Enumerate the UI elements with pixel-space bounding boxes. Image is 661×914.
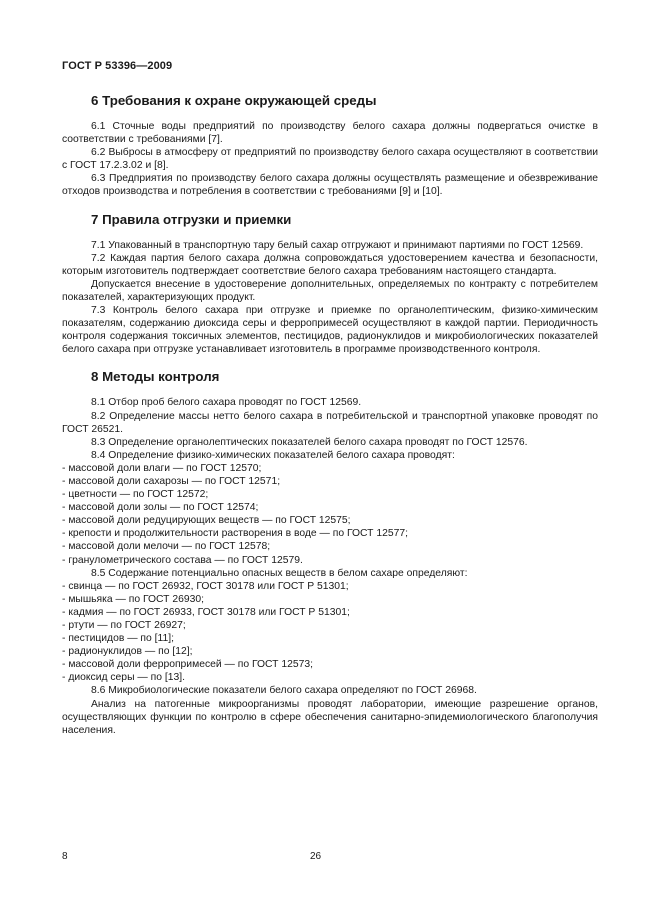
paragraph: 6.3 Предприятия по производству белого сахара должны осуществлять размещение и обезвреживание отходов производства и потребления в соответствии с требованиями [9] и [10]. [62, 173, 598, 198]
paragraph: 6.2 Выбросы в атмосферу от предприятий по производству белого сахара осуществляют в соответствии с ГОСТ 17.2.3.02 и [8]. [62, 147, 598, 172]
list-item: - ртути — по ГОСТ 26927; [62, 620, 186, 631]
list-item: - гранулометрического состава — по ГОСТ 12579. [62, 554, 303, 566]
list-item: - кадмия — по ГОСТ 26933, ГОСТ 30178 или ГОСТ Р 51301; [62, 606, 350, 618]
sheet-number: 26 [310, 851, 322, 862]
list-item: - массовой доли редуцирующих веществ — по ГОСТ 12575; [62, 515, 351, 527]
section-heading: 8 Методы контроля [91, 369, 220, 385]
section-heading: 7 Правила отгрузки и приемки [91, 211, 292, 227]
section-6 [62, 93, 598, 199]
paragraph: Допускается внесение в удостоверение дополнительных, определяемых по контракту с потребителем показателей, характеризующих продукт. [62, 278, 598, 303]
paragraph: 7.3 Контроль белого сахара при отгрузке и приемке по органолептическим, физико-химическим показателям, содержанию диоксида серы и ферропримесей осуществляют в каждой партии. Периодичность контроля содержания токсичных элементов, пестицидов, радионуклидов и микробиологических показателей белого сахара при отгрузке устанавливает изготовитель в программе производственного контроля. [62, 305, 598, 356]
list-item: - диоксид серы — по [13]. [62, 672, 185, 684]
list-item: - массовой доли сахарозы — по ГОСТ 12571; [62, 475, 281, 487]
list-item: - радионуклидов — по [12]; [62, 646, 193, 658]
list-item: - свинца — по ГОСТ 26932, ГОСТ 30178 или ГОСТ Р 51301; [62, 580, 349, 592]
page-number: 8 [62, 851, 68, 862]
paragraph: 6.1 Сточные воды предприятий по производству белого сахара должны подвергаться очистке в соответствии с требованиями [7]. [62, 121, 598, 146]
document-id-header: ГОСТ Р 53396—2009 [62, 60, 173, 72]
document-body [62, 93, 598, 750]
list-item: - пестицидов — по [11]; [62, 633, 175, 645]
paragraph: 8.5 Содержание потенциально опасных веществ в белом сахаре определяют: [91, 567, 468, 579]
list-item: - цветности — по ГОСТ 12572; [62, 489, 209, 501]
paragraph: 8.6 Микробиологические показатели белого сахара определяют по ГОСТ 26968. [91, 685, 477, 697]
section-7 [62, 212, 598, 357]
paragraph: 8.3 Определение органолептических показателей белого сахара проводят по ГОСТ 12576. [91, 436, 528, 448]
paragraph: 8.1 Отбор проб белого сахара проводят по ГОСТ 12569. [91, 397, 362, 409]
paragraph: 8.4 Определение физико-химических показателей белого сахара проводят: [91, 449, 455, 461]
list-item: - крепости и продолжительности растворения в воде — по ГОСТ 12577; [62, 528, 408, 540]
list-item: - мышьяка — по ГОСТ 26930; [62, 593, 204, 605]
list-item: - массовой доли мелочи — по ГОСТ 12578; [62, 541, 271, 553]
paragraph: Анализ на патогенные микроорганизмы проводят лаборатории, имеющие разрешение органов, осуществляющих функции по контролю в сфере обеспечения санитарно-эпидемиологического благополучия населения. [62, 698, 598, 736]
paragraph: 7.2 Каждая партия белого сахара должна сопровождаться удостоверением качества и безопасности, которым изготовитель подтверждает соответствие белого сахара требованиям настоящего стандарта. [62, 252, 598, 277]
paragraph: 8.2 Определение массы нетто белого сахара в потребительской и транспортной упаковке проводят по ГОСТ 26521. [62, 410, 598, 435]
section-heading: 6 Требования к охране окружающей среды [91, 93, 377, 108]
list-item: - массовой доли ферропримесей — по ГОСТ 12573; [62, 659, 313, 671]
section-8 [62, 369, 598, 736]
list-item: - массовой доли золы — по ГОСТ 12574; [62, 502, 259, 514]
paragraph: 7.1 Упакованный в транспортную тару белый сахар отгружают и принимают партиями по ГОСТ 12569. [91, 239, 584, 251]
list-item: - массовой доли влаги — по ГОСТ 12570; [62, 462, 262, 474]
